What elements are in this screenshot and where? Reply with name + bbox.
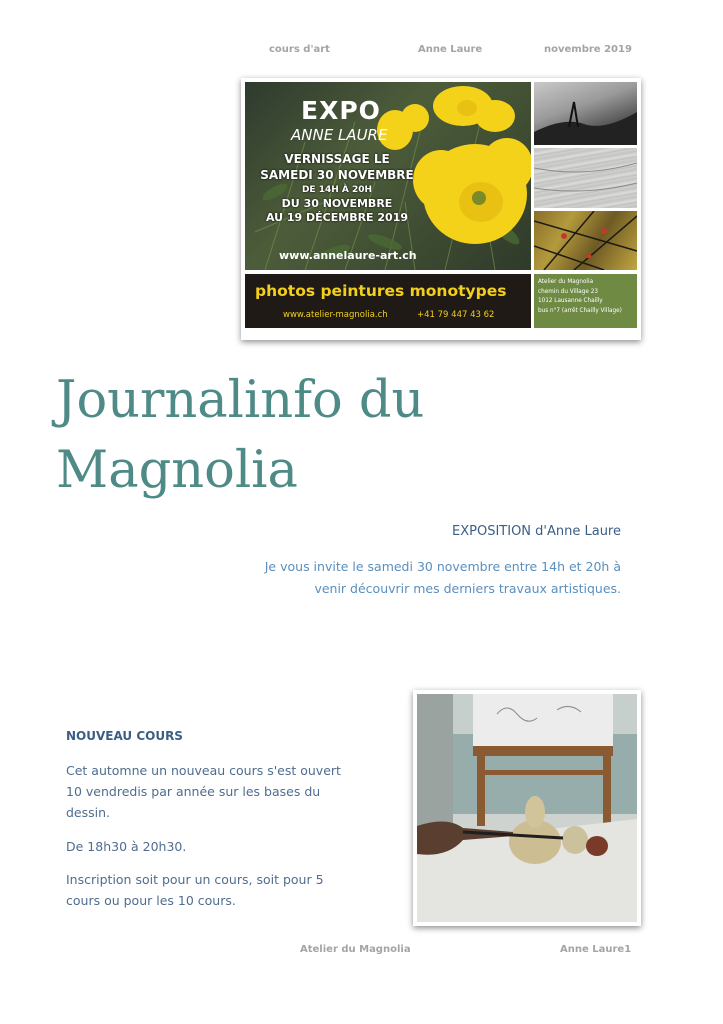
newsletter-title [56,366,424,506]
flyer-hours: DE 14H À 20H [301,185,373,195]
flyer-atelier-site: www.atelier-magnolia.ch [283,310,388,320]
flyer-phone: +41 79 447 43 62 [417,310,495,320]
course-p1-line2: 10 vendredis par année sur les bases du [66,784,321,799]
course-p3-line2: cours ou pour les 10 cours. [66,893,236,908]
course-p1-line3: dessin. [66,805,111,820]
flyer-vernissage-1: VERNISSAGE LE [284,152,390,166]
footer-right: Anne Laure1 [560,944,632,955]
course-paragraph-3 [66,869,346,911]
flyer-address-4: bus n°7 (arrêt Chailly Village) [538,307,622,314]
flyer-website: www.annelaure-art.ch [279,249,417,262]
flyer-banner [245,274,531,328]
flyer-poster [245,82,531,270]
course-heading: NOUVEAU COURS [66,729,183,743]
flyer-dates-1: DU 30 NOVEMBRE [281,197,393,210]
exposition-text [221,556,621,600]
course-p1-line1: Cet automne un nouveau cours s'est ouvert [66,763,341,778]
newsletter-title-line2: Magnolia [56,441,298,500]
flyer-dates-2: AU 19 DÉCEMBRE 2019 [265,211,409,224]
flyer-address-3: 1012 Lausanne Chailly [538,298,603,304]
newsletter-title-line1: Journalinfo du [56,371,425,430]
flyer-address-box [534,274,637,328]
flyer-vernissage-2: SAMEDI 30 NOVEMBRE [260,168,414,182]
header-center: Anne Laure [418,44,483,55]
header-right: novembre 2019 [544,44,632,55]
flyer-thumbnail-painting [534,211,637,270]
flyer-address-2: chemin du Village 23 [538,288,598,295]
flyer-thumbnail-photo-1 [534,82,637,145]
exhibition-flyer [241,78,641,340]
course-paragraph-2: De 18h30 à 20h30. [66,839,187,854]
course-p3-line1: Inscription soit pour un cours, soit pour 5 [66,872,324,887]
flyer-address-1: Atelier du Magnolia [538,279,594,285]
footer-left: Atelier du Magnolia [300,944,411,955]
exposition-text-line1: Je vous invite le samedi 30 novembre entre 14h et 20h à [264,559,621,574]
flyer-banner-title: photos peintures monotypes [255,282,507,300]
flyer-expo-title: EXPO [301,96,381,125]
drawing-class-photo [413,690,641,926]
course-paragraph-1 [66,760,346,823]
exposition-text-line2: venir découvrir mes derniers travaux artistiques. [314,581,621,596]
flyer-artist: ANNE LAURE [291,126,388,144]
flyer-thumbnail-photo-2 [534,148,637,208]
header-left: cours d'art [269,44,330,55]
exposition-heading: EXPOSITION d'Anne Laure [452,524,621,539]
